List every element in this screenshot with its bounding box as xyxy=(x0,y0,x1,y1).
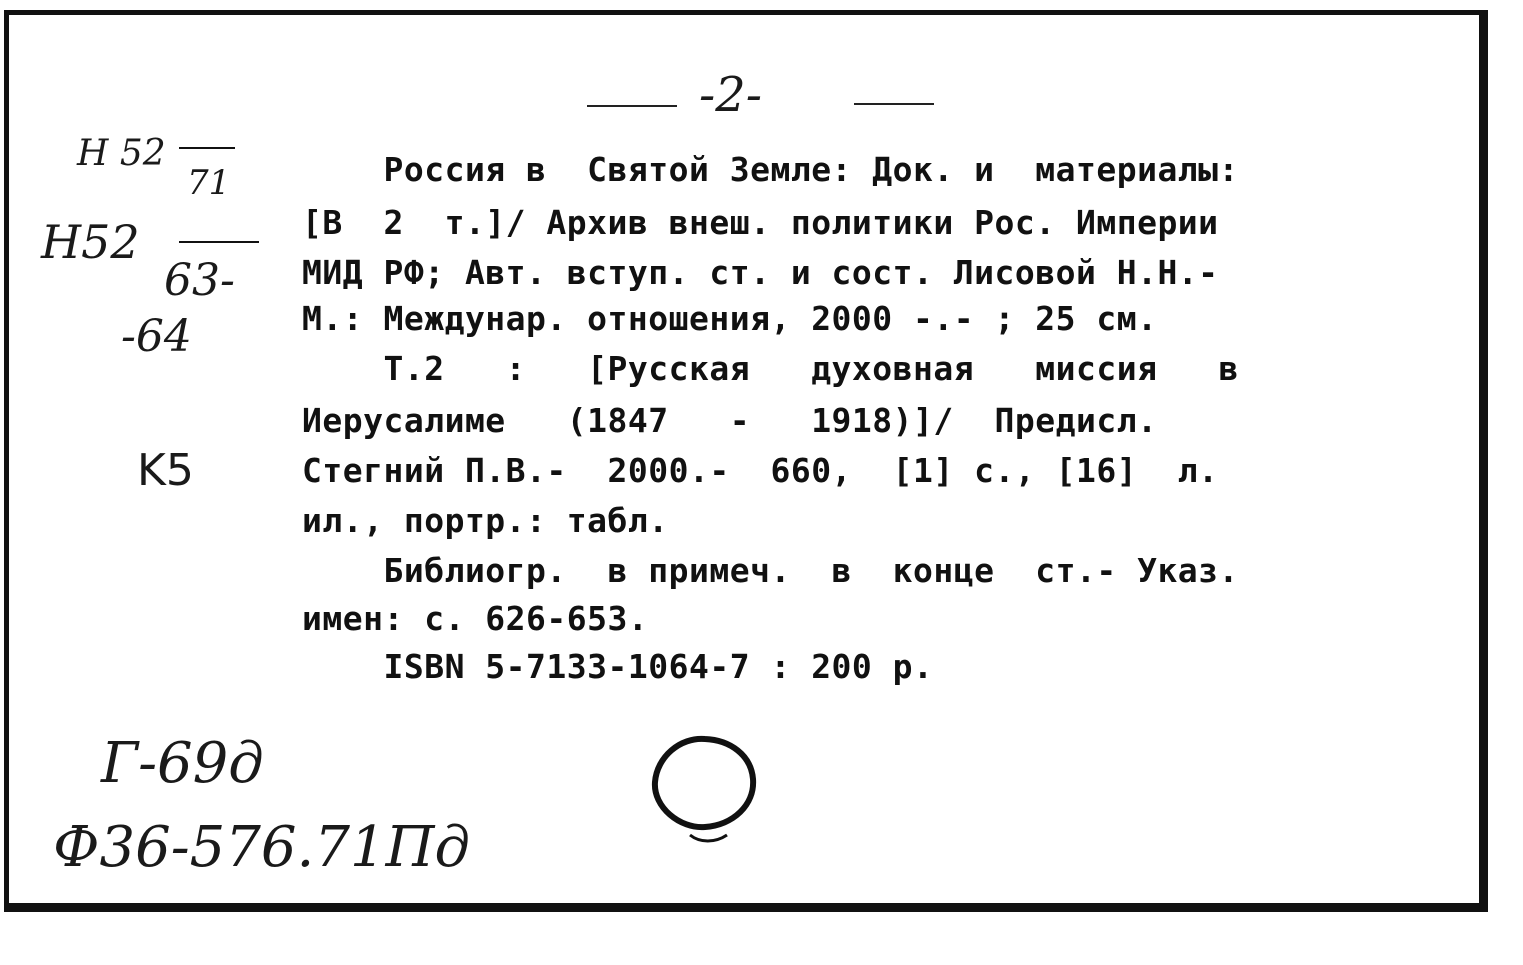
text-line-11: ISBN 5-7133-1064-7 : 200 р. xyxy=(302,647,934,686)
handwritten-code-2: Ф36-576.71Пд xyxy=(53,815,470,880)
text-line-6: Иерусалиме (1847 - 1918)]/ Предисл. xyxy=(302,401,1158,440)
text-line-8: ил., портр.: табл. xyxy=(302,501,669,540)
handwritten-code-1: Г-69д xyxy=(101,731,264,796)
shelf-mark-2-bar xyxy=(179,241,259,243)
text-line-7: Стегний П.В.- 2000.- 660, [1] с., [16] л. xyxy=(302,451,1219,490)
handwritten-mark-k5: K5 xyxy=(137,445,194,496)
text-line-9: Библиогр. в примеч. в конце ст.- Указ. xyxy=(302,551,1239,590)
text-line-4: М.: Междунар. отношения, 2000 -.- ; 25 см. xyxy=(302,299,1158,338)
page-number-right-dash xyxy=(854,103,934,105)
page-number: -2- xyxy=(699,67,762,123)
shelf-mark-2: H52 xyxy=(41,215,140,269)
shelf-mark-1: H 52 xyxy=(77,133,166,174)
text-line-3: МИД РФ; Авт. вступ. ст. и сост. Лисовой Н.Н.- xyxy=(302,253,1219,292)
page-number-left-dash xyxy=(587,105,677,107)
text-line-2: [В 2 т.]/ Архив внеш. политики Рос. Империи xyxy=(302,203,1219,242)
text-line-5: Т.2 : [Русская духовная миссия в xyxy=(302,349,1239,388)
punch-hole-icon xyxy=(645,727,765,857)
shelf-mark-2-sub-1: 63- xyxy=(164,255,235,306)
catalog-card xyxy=(4,10,1488,912)
text-line-1: Россия в Святой Земле: Док. и материалы: xyxy=(302,150,1239,189)
shelf-mark-1-bar xyxy=(179,147,235,149)
shelf-mark-2-sub-2: -64 xyxy=(121,311,192,362)
text-line-10: имен: с. 626-653. xyxy=(302,599,649,638)
shelf-mark-1-sub: 71 xyxy=(187,163,231,203)
